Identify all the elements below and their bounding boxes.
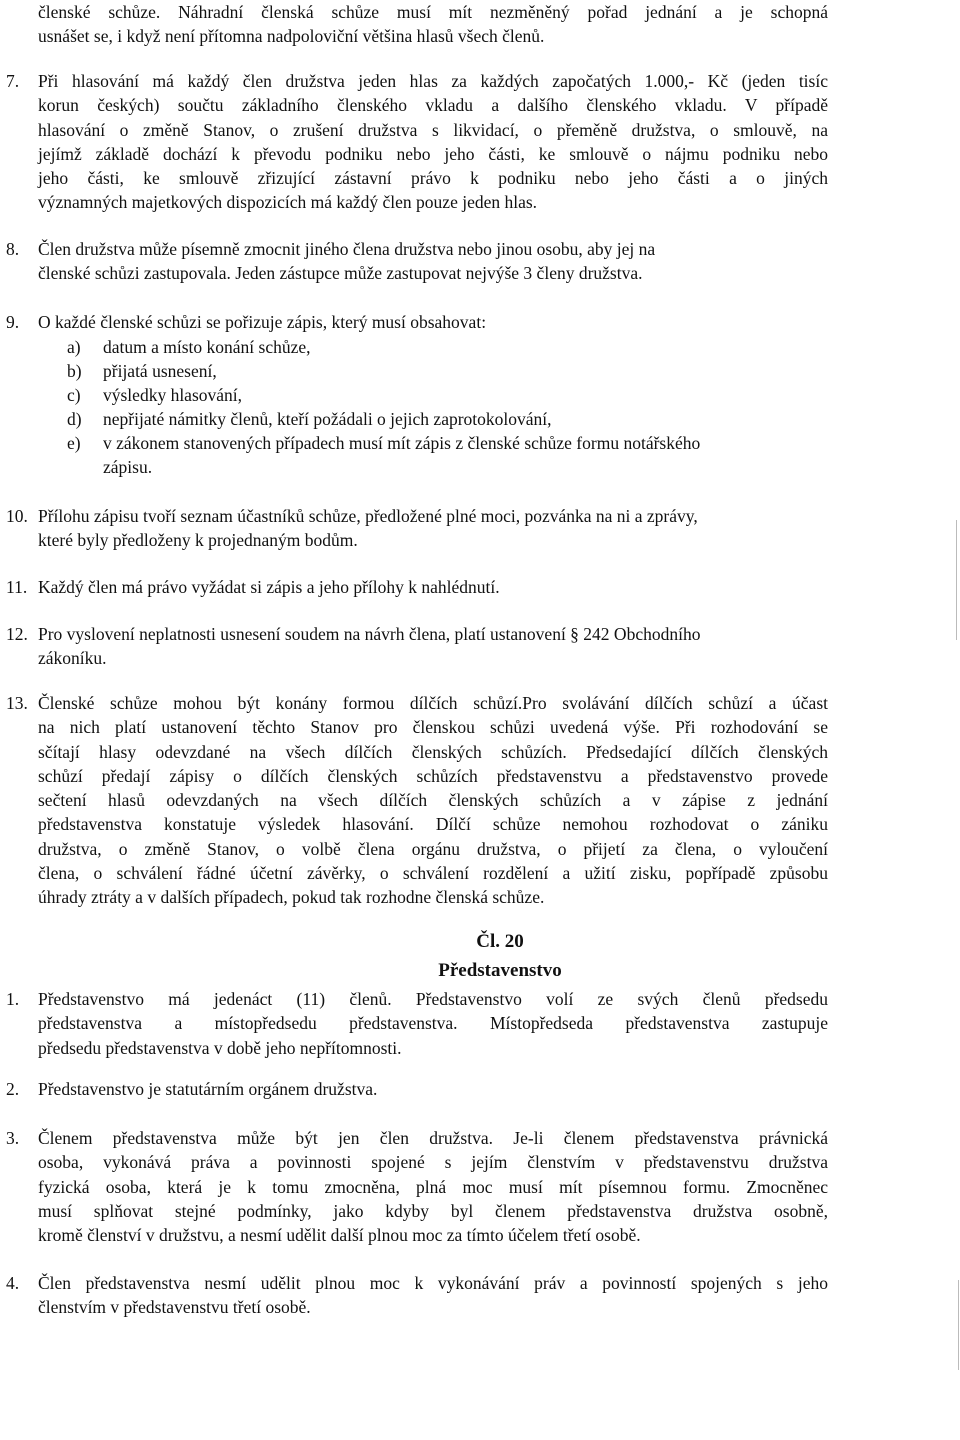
paragraph-number: 2. (6, 1079, 20, 1099)
paragraph-number: 7. (6, 71, 20, 91)
text-line: jejímž základě dochází k převodu podniku nebo jeho části, ke smlouvě o nájmu podniku nebo (38, 143, 828, 164)
paragraph-8 (38, 237, 828, 286)
text-line: musí splňovat stejné podmínky, jako kdyby byl členem představenstva družstva osobně, (38, 1200, 828, 1221)
text-line: hlasování o změně Stanov, o zrušení družstva s likvidací, o přeměně družstva, o smlouvě, na (38, 119, 828, 140)
text-line: významných majetkových dispozicích má každý člen pouze jeden hlas. (38, 192, 538, 213)
list-letter: d) (67, 409, 82, 429)
paragraph-number: 4. (6, 1273, 20, 1293)
paragraph-number: 9. (6, 312, 20, 332)
paragraph-11 (38, 575, 828, 599)
paragraph-number: 12. (6, 624, 28, 644)
text-line: Členské schůze mohou být konány formou dílčích schůzí.Pro svolávání dílčích schůzí a účast (38, 693, 828, 713)
scan-artifact (956, 520, 957, 640)
text-line: osoba, vykonává práva a povinnosti spojené s jejím členstvím v představenstvu družstva (38, 1152, 828, 1173)
text-line: předsedu představenstva v době jeho nepřítomnosti. (38, 1037, 402, 1058)
continuation-paragraph (38, 0, 828, 49)
text-line: sečtení hlasů odevzdaných na všech dílčích členských schůzích a v zápise z jednání (38, 790, 828, 811)
paragraph-7 (38, 69, 828, 215)
text-line: Každý člen má právo vyžádat si zápis a jeho přílohy k nahlédnutí. (38, 577, 500, 597)
list-item-continuation: zápisu. (103, 457, 153, 477)
paragraph-10 (38, 504, 828, 553)
paragraph-number: 10. (6, 506, 28, 526)
article-paragraph-3 (38, 1126, 828, 1247)
paragraph-number: 1. (6, 989, 20, 1009)
text-line: Členem představenstva může být jen člen družstva. Je-li členem představenstva právnická (38, 1128, 828, 1148)
list-item: nepřijaté námitky členů, kteří požádali o jejich zaprotokolování, (103, 409, 552, 429)
text-line: Při hlasování má každý člen družstva jeden hlas za každých započatých 1.000,- Kč (jeden tisíc (38, 71, 828, 91)
list-item: výsledky hlasování, (103, 385, 243, 405)
list-item: přijatá usnesení, (103, 361, 217, 381)
text-line: představenstva konstatuje výsledek hlasování. Dílčí schůze nemohou rozhodovat o zániku (38, 814, 828, 835)
text-line: kromě členství v družstvu, a nesmí udělit další plnou moc za tímto účelem třetí osobě. (38, 1225, 641, 1246)
text-line: Člen družstva může písemně zmocnit jiného člena družstva nebo jinou osobu, aby jej na (38, 239, 656, 259)
text-line: usnášet se, i když není přítomna nadpoloviční většina hlasů všech členů. (38, 26, 545, 47)
text-line: představenstva a místopředsedu představenstva. Místopředseda představenstva zastupuje (38, 1013, 828, 1034)
scan-artifact (958, 1280, 959, 1370)
paragraph-number: 8. (6, 239, 20, 259)
text-line: členské schůzi zastupovala. Jeden zástupce může zastupovat nejvýše 3 členy družstva. (38, 263, 643, 284)
text-line: družstva, o změně Stanov, o volbě člena orgánu družstva, o přijetí za člena, o vyloučení (38, 838, 828, 859)
text-line: Pro vyslovení neplatnosti usnesení soudem na návrh člena, platí ustanovení § 242 Obchodního (38, 624, 701, 644)
text-line: na nich platí ustanovení těchto Stanov pro členskou schůzi uvedená výše. Při rozhodování se (38, 717, 828, 738)
text-line: členstvím v představenstvu třetí osobě. (38, 1297, 311, 1318)
list-item: v zákonem stanovených případech musí mít zápis z členské schůze formu notářského (103, 433, 701, 453)
article-paragraph-1 (38, 987, 828, 1060)
text-line: Člen představenstva nesmí udělit plnou moc k vykonávání práv a povinností spojených s jeho (38, 1273, 828, 1293)
paragraph-13 (38, 691, 828, 910)
text-line: korun českých) součtu základního členského vkladu a dalšího členského vkladu. V případě (38, 95, 828, 116)
list-item: datum a místo konání schůze, (103, 337, 311, 357)
paragraph-number: 13. (6, 693, 28, 713)
text-line: Představenstvo je statutárním orgánem družstva. (38, 1079, 378, 1099)
text-line: které byly předloženy k projednaným bodům. (38, 530, 358, 551)
text-line: úhrady ztráty a v dalších případech, pokud tak rozhodne členská schůze. (38, 887, 545, 908)
text-line: fyzická osoba, která je k tomu zmocněna, plná moc musí mít písemnou formu. Zmocněnec (38, 1176, 828, 1197)
list-letter: a) (67, 337, 81, 357)
text-line: sčítají hlasy odevzdané na všech dílčích členských schůzích. Předsedající dílčích členských (38, 741, 828, 762)
article-title: Představenstvo (438, 960, 562, 981)
paragraph-12 (38, 622, 828, 671)
paragraph-9-intro (38, 310, 828, 334)
text-line: schůzí předají zápisy o dílčích členských schůzích představenstvu a představenstvo provede (38, 765, 828, 786)
text-line: zákoníku. (38, 648, 107, 669)
paragraph-number: 11. (6, 577, 28, 597)
article-paragraph-4 (38, 1271, 828, 1320)
article-number: Čl. 20 (476, 931, 524, 952)
list-letter: e) (67, 433, 81, 453)
text-line: člena, o schválení řádné účetní závěrky, o schválení rozdělení a užití zisku, popřípadě způsobu (38, 863, 828, 884)
text-line: členské schůze. Náhradní členská schůze musí mít nezměněný pořad jednání a je schopná (38, 2, 828, 22)
text-line: Představenstvo má jedenáct (11) členů. Představenstvo volí ze svých členů předsedu (38, 989, 828, 1009)
list-letter: c) (67, 385, 81, 405)
article-paragraph-2 (38, 1077, 828, 1101)
text-line: O každé členské schůzi se pořizuje zápis, který musí obsahovat: (38, 312, 487, 332)
text-line: Přílohu zápisu tvoří seznam účastníků schůze, předložené plné moci, pozvánka na ni a zprávy, (38, 506, 698, 526)
text-line: jeho části, ke smlouvě zřizující zástavní právo k podniku nebo jeho části a o jiných (38, 168, 828, 189)
paragraph-number: 3. (6, 1128, 20, 1148)
list-letter: b) (67, 361, 82, 381)
